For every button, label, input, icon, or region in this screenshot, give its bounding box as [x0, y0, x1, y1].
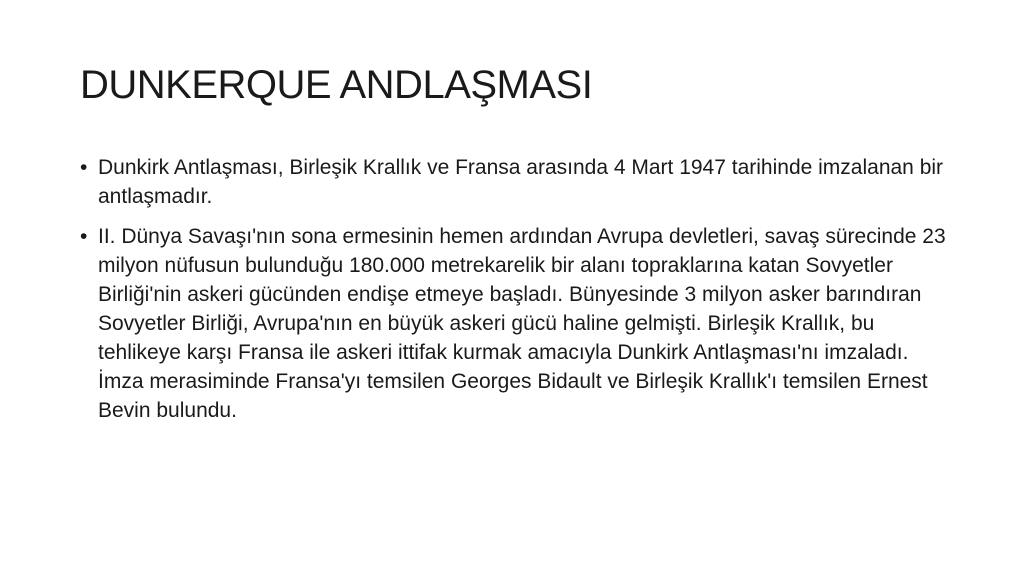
slide-title: DUNKERQUE ANDLAŞMASI [80, 63, 593, 107]
bullet-list [80, 153, 950, 436]
bullet-text: Dunkirk Antlaşması, Birleşik Krallık ve Fransa arasında 4 Mart 1947 tarihinde imzalanan bir antlaşmadır. [98, 156, 944, 208]
bullet-icon: • [80, 156, 88, 179]
bullet-icon: • [80, 225, 88, 248]
bullet-item [80, 153, 950, 211]
bullet-item [80, 222, 950, 425]
bullet-text: II. Dünya Savaşı'nın sona ermesinin hemen ardından Avrupa devletleri, savaş sürecinde 23 milyon nüfusun bulunduğu 180.000 metrekarelik bir alanı topraklarına katan Sovyetler Birliği'nin askeri gücünden endişe etmeye başladı. Bünyesinde 3 milyon asker barındıran Sovyetler Birliği, Avrupa'nın en büyük askeri gücü haline gelmişti. Birleşik Krallık, bu tehlikeye karşı Fransa ile askeri ittifak kurmak amacıyla Dunkirk Antlaşması'nı imzaladı. İmza merasiminde Fransa'yı temsilen Georges Bidault ve Birleşik Krallık'ı temsilen Ernest Bevin bulundu. [98, 225, 946, 422]
